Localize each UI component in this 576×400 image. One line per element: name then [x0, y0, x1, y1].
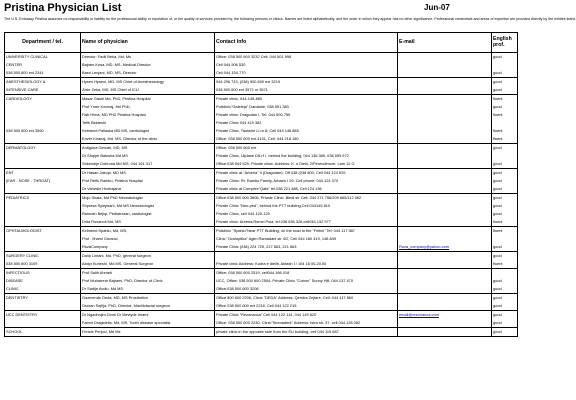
physician-name-cell: Faik Hima, MD PhD Pristina Hospital — [81, 111, 215, 119]
email-cell — [398, 127, 492, 135]
table-row — [5, 78, 518, 87]
email-cell — [398, 185, 492, 194]
contact-info-cell: Office 038 500 600 ext 2218, Cell 044 122 215 — [215, 302, 398, 311]
table-row — [5, 235, 518, 243]
physician-name-cell: Ramush Bejiqi, Pediatrician, cardiologist — [81, 210, 215, 218]
email-cell — [398, 144, 492, 153]
english-level-cell: good — [492, 86, 518, 95]
column-header-contact: Contact Info — [215, 33, 398, 53]
email-cell — [398, 328, 492, 337]
email-cell — [398, 86, 492, 95]
department-cell — [5, 202, 81, 210]
contact-info-cell: Private Clinic, Taukshe Li.nr 8; Cell 044 148 885 — [215, 127, 398, 135]
english-level-cell: good — [492, 53, 518, 62]
email-cell — [398, 53, 492, 62]
email-cell — [398, 227, 492, 236]
email-cell — [398, 235, 492, 243]
english-level-cell — [492, 269, 518, 278]
email-cell — [398, 69, 492, 78]
department-cell — [5, 319, 81, 328]
column-header-english: English prof. — [492, 33, 518, 53]
email-cell — [398, 319, 492, 328]
table-row — [5, 152, 518, 160]
email-cell — [398, 103, 492, 111]
email-cell — [398, 194, 492, 203]
department-cell: CENTER — [5, 61, 81, 69]
department-cell — [5, 302, 81, 311]
contact-info-cell: Clinic "Oculoptika" Agim Ramadani str 4/2, Cell 044 160 419, 148 849 — [215, 235, 398, 243]
email-cell[interactable]: email@rezonanca.com — [398, 311, 492, 320]
department-cell — [5, 103, 81, 111]
physician-name-cell: Dr Vahedin Hoxhajaha — [81, 185, 215, 194]
physician-table — [4, 32, 518, 337]
table-row — [5, 61, 518, 69]
contact-info-cell: Private Clinic "Rezonanca" Cell 044 122 114, 044 149 620 — [215, 311, 398, 320]
table-header-row — [5, 33, 518, 53]
table-row — [5, 127, 518, 135]
email-cell — [398, 285, 492, 294]
contact-info-cell: Policlinic "Spahiu"Near PTT Building, on the road to the "Fellini" Tel: 044 117 587 — [215, 227, 398, 236]
table-row — [5, 227, 518, 236]
contact-info-cell: Office 500 600 2206, Clinic "DEDA" Address: Qendra Zejtare, Cell: 044 117 860 — [215, 294, 398, 303]
department-cell — [5, 119, 81, 127]
department-cell — [5, 218, 81, 227]
table-row — [5, 277, 518, 285]
english-level-cell: good — [492, 202, 518, 210]
english-level-cell: fluent — [492, 227, 518, 236]
table-row — [5, 328, 518, 337]
email-cell — [398, 218, 492, 227]
department-cell: 038 500 600 3109 — [5, 260, 81, 269]
physician-name-cell: Prof Salih Ahmeti — [81, 269, 215, 278]
english-level-cell: fluent — [492, 135, 518, 144]
table-row — [5, 86, 518, 95]
english-level-cell: fluent — [492, 218, 518, 227]
table-row — [5, 169, 518, 178]
contact-info-cell: Office:038 500 600 3208 — [215, 285, 398, 294]
contact-info-cell: Policlinic"Galeleja" Dardanie, 038 551 383 — [215, 103, 398, 111]
contact-info-cell: 038 500 600 ext 3572 or 3571 — [215, 86, 398, 95]
physician-name-cell: Dr Sadije Avdiu, Md MS — [81, 285, 215, 294]
email-cell — [398, 277, 492, 285]
english-level-cell: good — [492, 311, 518, 320]
table-row — [5, 160, 518, 169]
english-level-cell: good — [492, 185, 518, 194]
english-level-cell: good — [492, 177, 518, 185]
english-level-cell: good — [492, 194, 518, 203]
date-label: Jun-07 — [424, 3, 450, 12]
contact-info-cell: Office: 038 500 600 ext — [215, 144, 398, 153]
email-cell — [398, 111, 492, 119]
department-cell — [5, 210, 81, 218]
department-cell — [5, 243, 81, 252]
department-cell: 038 500 600 ext 3560 — [5, 127, 81, 135]
contact-info-cell: Cell 044 506 530 — [215, 61, 398, 69]
department-cell: INFECTIOUS — [5, 269, 81, 278]
physician-name-cell: Zelie Zeka, MD, MS Chief of ICU — [81, 86, 215, 95]
physician-name-cell: Drita Rovanoli Md, MS — [81, 218, 215, 227]
contact-info-cell: Private clinic at "Arberia" II (Dragodan); Off 038 (038 800; Cell 044 124 529 — [215, 169, 398, 178]
physician-name-cell: RozaCompany — [81, 243, 215, 252]
email-cell — [398, 260, 492, 269]
english-level-cell — [492, 152, 518, 160]
english-level-cell: good — [492, 160, 518, 169]
contact-info-cell: Office:038 500 600 3606, Private Clinic: Bledi str Cell: 044 271 756/209 665/112 062 — [215, 194, 398, 203]
english-level-cell: good — [492, 144, 518, 153]
english-level-cell: fluent — [492, 260, 518, 269]
department-cell: CARDIOLOGY — [5, 95, 81, 104]
english-level-cell: good — [492, 78, 518, 87]
table-row — [5, 294, 518, 303]
physician-name-cell: Gazmende Deda, MD, MS Prosthetics — [81, 294, 215, 303]
english-level-cell: fluent — [492, 95, 518, 104]
table-row — [5, 111, 518, 119]
physician-name-cell: Osman Sejfija, PhD, Director, Maxillofacial surgeon — [81, 302, 215, 311]
physician-name-cell: Prof . Ilhami Goranci, — [81, 235, 215, 243]
department-cell: ANESTHESIOLOGY & — [5, 78, 81, 87]
email-cell — [398, 302, 492, 311]
department-cell: OPHTALMOLOGIST — [5, 227, 81, 236]
contact-info-cell: Office:038 544 529, Private clinic: Address: K. e Dielli, 2/Perendimore, Lam 12 G — [215, 160, 398, 169]
department-cell — [5, 111, 81, 119]
table-row — [5, 95, 518, 104]
email-cell — [398, 119, 492, 127]
table-row — [5, 69, 518, 78]
contact-info-cell: Private Clinic "Neo-ped", behind the PTT building,Cell 044145 810 — [215, 202, 398, 210]
email-cell — [398, 169, 492, 178]
english-level-cell: good — [492, 69, 518, 78]
contact-info-cell: Office: 038 500 600 ext 4101, Cell: 044 218 180 — [215, 135, 398, 144]
contact-info-cell: Cell 044 154-770 — [215, 69, 398, 78]
contact-info-cell: 044 296 733, (038) 500 600 ext 3219 — [215, 78, 398, 87]
department-cell: (EAR - NOSE - THROAT) — [5, 177, 81, 185]
physician-name-cell: Tefik Bekteshi — [81, 119, 215, 127]
department-cell — [5, 235, 81, 243]
email-cell[interactable]: Roza_company@yahoo.com — [398, 243, 492, 252]
contact-info-cell: Private clinic Address: Kodra e diellit, Aktash I / 104 16 00-20.00 — [215, 260, 398, 269]
english-level-cell: good — [492, 328, 518, 337]
department-cell: SURGERY CLINIC — [5, 252, 81, 261]
english-level-cell: fluent — [492, 111, 518, 119]
department-cell: 038 500 600 ext 2341 — [5, 69, 81, 78]
english-level-cell: good — [492, 243, 518, 252]
email-cell — [398, 294, 492, 303]
department-cell: DERMATOLOGY — [5, 144, 81, 153]
department-cell: PEDIATRICS — [5, 194, 81, 203]
table-row — [5, 210, 518, 218]
physician-name-cell: Prof Refik Ramku, Pristina Hospital — [81, 177, 215, 185]
table-row — [5, 144, 518, 153]
physician-name-cell: Fatmir Dragidella, Md, MS, Tooth disease specialist — [81, 319, 215, 328]
contact-info-cell: Private Clinic, cell 044-120-129 — [215, 210, 398, 218]
english-level-cell: good — [492, 277, 518, 285]
physician-name-cell: Enver Kiranaj, Md, MS, Director of the clinic — [81, 135, 215, 144]
english-level-cell: fluent — [492, 127, 518, 135]
table-row — [5, 218, 518, 227]
email-cell — [398, 78, 492, 87]
physician-name-cell: Kelmend Spahiu, Md, MS, — [81, 227, 215, 236]
contact-info-cell: Private Clinic 044 419 382 — [215, 119, 398, 127]
contact-info-cell: Private clinic: Arberia,Remzi Pula, tel 038 536 326,cell044 152 977 — [215, 218, 398, 227]
contact-info-cell: Office: 038 500 600 2519, cell044 166 018 — [215, 269, 398, 278]
email-cell — [398, 152, 492, 160]
english-level-cell: good — [492, 294, 518, 303]
email-cell — [398, 135, 492, 144]
english-level-cell: good — [492, 319, 518, 328]
physician-name-cell: Dalip Limani, Md, PhD, general surgeon — [81, 252, 215, 261]
department-cell: SCHOOL — [5, 328, 81, 337]
table-row — [5, 202, 518, 210]
table-row — [5, 103, 518, 111]
english-level-cell: good — [492, 210, 518, 218]
table-row — [5, 53, 518, 62]
table-row — [5, 269, 518, 278]
table-row — [5, 252, 518, 261]
contact-info-cell: Private clinic at Complex"Qafa" tel.038 221 488, Cell 124 136 — [215, 185, 398, 194]
physician-name-cell: Dr Shqipe Balusha Md MS — [81, 152, 215, 160]
table-row — [5, 135, 518, 144]
department-cell — [5, 185, 81, 194]
column-header-department: Department / tel. — [5, 33, 81, 53]
physician-name-cell: Director: Fadil Beka, Md, Ms — [81, 53, 215, 62]
physician-name-cell: Dr Ngadhnjim Domi Dr Mevlyde Imami — [81, 311, 215, 320]
contact-info-cell: Private clinic, 044-145-869 — [215, 95, 398, 104]
table-row — [5, 194, 518, 203]
disclaimer-text: The U.S. Embassy Pristina assumes no responsibility or liability for the professional ability or reputation of, or the quality of services provided by, the following persons or clinics. Names are listed alphabetically, and the order in which they appear has no other significance. Professional credentials and areas of expertise are provided directly by the entities listed. — [4, 17, 576, 21]
contact-info-cell — [215, 252, 398, 261]
english-level-cell: good — [492, 285, 518, 294]
contact-info-cell: UCC, Office: 038 500 600 2504, Private Clinic "Cotron" Sunny Hill, 044 137 470 — [215, 277, 398, 285]
contact-info-cell: Private Clinic, Ulpiane D6-H I, behind the building, 044 136 389, 038 555 972 — [215, 152, 398, 160]
email-cell — [398, 61, 492, 69]
column-header-email: E-mail — [398, 33, 492, 53]
english-level-cell — [492, 235, 518, 243]
english-level-cell: good — [492, 169, 518, 178]
department-cell — [5, 152, 81, 160]
table-row — [5, 319, 518, 328]
physician-name-cell: Antigona Gercari, MD, MS — [81, 144, 215, 153]
contact-info-cell: Private Clinic: Rr. Ramku Family, Arbaeh I 29, Cell phone; 044 124 370 — [215, 177, 398, 185]
email-cell — [398, 252, 492, 261]
department-cell — [5, 160, 81, 169]
department-cell: UCC DENTISTRY — [5, 311, 81, 320]
table-row — [5, 302, 518, 311]
physician-name-cell: Abdyl Kurieshi, Md MS, General Surgeon — [81, 260, 215, 269]
page-title: Pristina Physician List — [4, 2, 122, 14]
column-header-name: Name of physician — [81, 33, 215, 53]
department-cell: CLINIC — [5, 285, 81, 294]
english-level-cell: good — [492, 302, 518, 311]
physician-name-cell: Masar Gashi Md, PhD, Pristina Hospital — [81, 95, 215, 104]
department-cell — [5, 135, 81, 144]
department-cell: DENTISTRY — [5, 294, 81, 303]
email-cell — [398, 202, 492, 210]
contact-info-cell: Private clinic: Dragodan I, Tel. 044 500-755 — [215, 111, 398, 119]
table-row — [5, 185, 518, 194]
physician-name-cell: Prof Muharrem Bajrami, PhD, Director of Clinic — [81, 277, 215, 285]
table-row — [5, 285, 518, 294]
email-cell — [398, 269, 492, 278]
email-cell — [398, 177, 492, 185]
contact-info-cell: Private Clinic (038) 224 725, 227 563, 221 663 — [215, 243, 398, 252]
department-cell: ENT — [5, 169, 81, 178]
department-cell: DISEASE — [5, 277, 81, 285]
email-cell — [398, 160, 492, 169]
physician-name-cell: Dr Hasan Jakupi, MD MS — [81, 169, 215, 178]
english-level-cell: good — [492, 252, 518, 261]
table-row — [5, 243, 518, 252]
english-level-cell: good — [492, 103, 518, 111]
table-row — [5, 177, 518, 185]
physician-name-cell: Ferizie Perjuci, Md Ms — [81, 328, 215, 337]
physician-name-cell: Shpresa Sylejmani, Md MS Neonatologist — [81, 202, 215, 210]
physician-name-cell: Hysen Hyseni, MD, MS Chief of Anesthesiology — [81, 78, 215, 87]
contact-info-cell: private clinic in the opposite side from the EU building, cell 044 115 687 — [215, 328, 398, 337]
contact-info-cell: Office: 038 500 600 2230, Clinic"Stomadent" Address: Istra str. 37, cell 044 128 082 — [215, 319, 398, 328]
email-cell — [398, 210, 492, 218]
physician-name-cell: Bajram Kosa, MD, MS, Medical Director — [81, 61, 215, 69]
english-level-cell — [492, 119, 518, 127]
physician-name-cell: Prof Ymer Kocinaj, Md PhD, — [81, 103, 215, 111]
english-level-cell — [492, 61, 518, 69]
physician-name-cell: Basri Lenjani, MD, MS, Director — [81, 69, 215, 78]
physician-name-cell: Kelmend Pallaska MD MS, cardiologist — [81, 127, 215, 135]
physician-name-cell: Mujo Shala, Md PhD Neonatologist — [81, 194, 215, 203]
email-cell — [398, 95, 492, 104]
department-cell: INTENSIVE CARE — [5, 86, 81, 95]
department-cell: UNIVERSITY CLINICAL — [5, 53, 81, 62]
table-row — [5, 260, 518, 269]
table-row — [5, 311, 518, 320]
physician-name-cell: Shkendije Dobruna Md MS, 044 161 317 — [81, 160, 215, 169]
table-row — [5, 119, 518, 127]
contact-info-cell: Office: 038 500 600 3232 Cell: 044 501 998 — [215, 53, 398, 62]
